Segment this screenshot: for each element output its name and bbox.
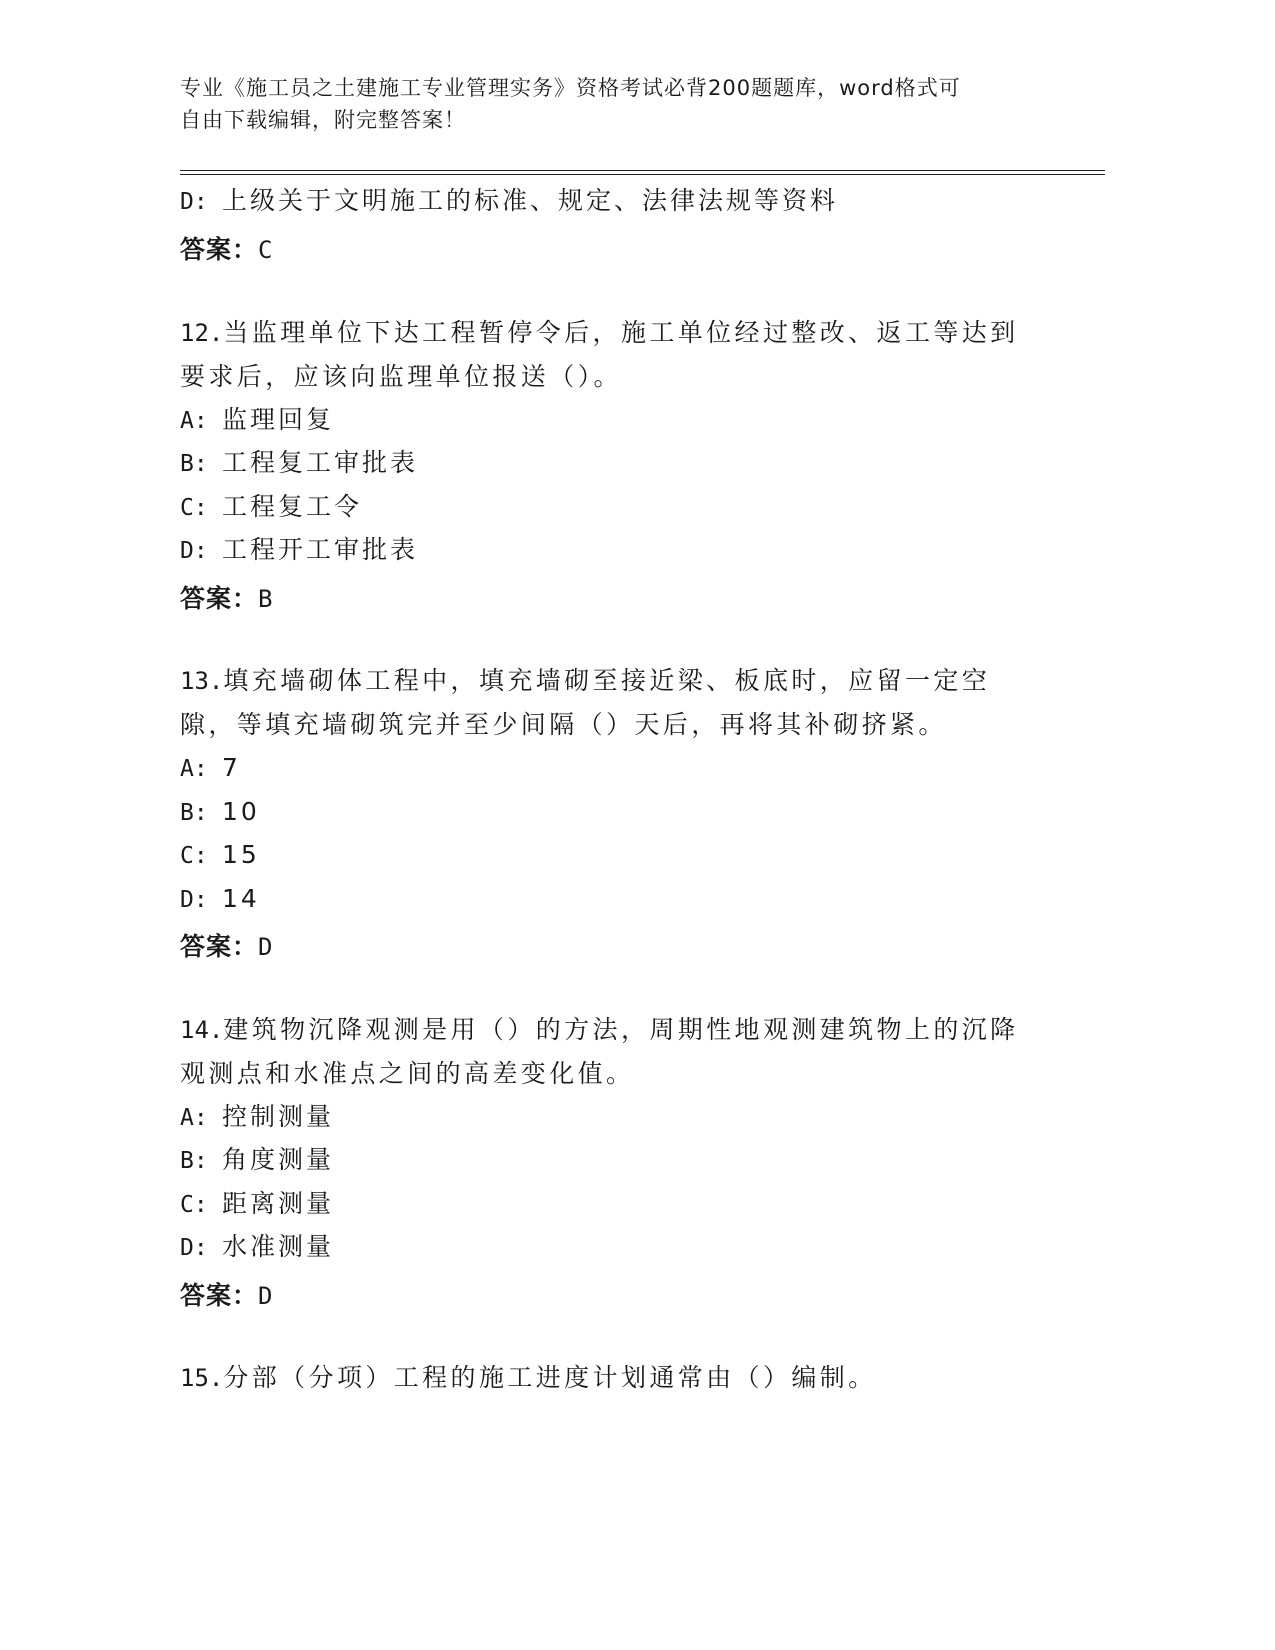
option-c bbox=[180, 840, 260, 871]
option-text: 角度测量 bbox=[222, 1145, 335, 1174]
question-stem: 当监理单位下达工程暂停令后，施工单位经过整改、返工等达到要求后，应该向监理单位报送（）。 bbox=[180, 318, 1019, 391]
question-12 bbox=[180, 311, 1040, 399]
option-key: A: bbox=[180, 1105, 208, 1131]
header-line-2: 自由下载编辑，附完整答案！ bbox=[180, 108, 466, 132]
question-number: 12. bbox=[180, 319, 224, 347]
option-key: B: bbox=[180, 1148, 208, 1174]
header-divider bbox=[180, 170, 1105, 171]
option-d bbox=[180, 884, 260, 915]
answer bbox=[180, 579, 273, 615]
option-key: B: bbox=[180, 451, 208, 477]
option-d bbox=[180, 186, 838, 217]
question-15 bbox=[180, 1356, 1040, 1400]
answer-label: 答案： bbox=[180, 1281, 259, 1310]
answer bbox=[180, 1276, 273, 1312]
option-text: 水准测量 bbox=[222, 1232, 335, 1261]
option-key: A: bbox=[180, 756, 208, 782]
option-key: D: bbox=[180, 1235, 208, 1261]
answer-label: 答案： bbox=[180, 584, 259, 613]
option-d bbox=[180, 535, 418, 566]
option-text: 距离测量 bbox=[222, 1189, 335, 1218]
option-b bbox=[180, 1145, 334, 1176]
option-key: D: bbox=[180, 887, 208, 913]
answer-label: 答案： bbox=[180, 235, 259, 264]
option-a bbox=[180, 1102, 334, 1133]
option-text: 7 bbox=[222, 753, 241, 782]
question-14 bbox=[180, 1008, 1040, 1096]
header-divider-second bbox=[180, 174, 1105, 175]
option-key: C: bbox=[180, 1192, 208, 1218]
option-text: 上级关于文明施工的标准、规定、法律法规等资料 bbox=[222, 186, 839, 215]
option-b bbox=[180, 797, 260, 828]
option-b bbox=[180, 448, 418, 479]
option-key: C: bbox=[180, 843, 208, 869]
option-c bbox=[180, 492, 362, 523]
answer-value: D bbox=[258, 933, 274, 961]
option-text: 工程复工审批表 bbox=[222, 448, 419, 477]
answer-value: B bbox=[258, 585, 274, 613]
option-c bbox=[180, 1189, 334, 1220]
option-d bbox=[180, 1232, 334, 1263]
option-text: 工程复工令 bbox=[222, 492, 363, 521]
answer-value: D bbox=[258, 1282, 274, 1310]
answer-value: C bbox=[258, 236, 274, 264]
header-line-1: 专业《施工员之土建施工专业管理实务》资格考试必背200题题库，word格式可 bbox=[180, 76, 961, 100]
option-text: 监理回复 bbox=[222, 405, 335, 434]
option-text: 14 bbox=[222, 884, 260, 913]
option-key: B: bbox=[180, 800, 208, 826]
option-text: 控制测量 bbox=[222, 1102, 335, 1131]
option-text: 10 bbox=[222, 797, 260, 826]
option-text: 15 bbox=[222, 840, 260, 869]
option-key: D: bbox=[180, 189, 208, 215]
option-a bbox=[180, 405, 334, 436]
question-number: 15. bbox=[180, 1364, 224, 1392]
option-key: A: bbox=[180, 408, 208, 434]
question-number: 14. bbox=[180, 1016, 224, 1044]
question-13 bbox=[180, 659, 1040, 747]
answer-label: 答案： bbox=[180, 932, 259, 961]
question-number: 13. bbox=[180, 667, 224, 695]
answer bbox=[180, 230, 273, 266]
question-stem: 填充墙砌体工程中，填充墙砌至接近梁、板底时，应留一定空隙，等填充墙砌筑完并至少间隔（）天后，再将其补砌挤紧。 bbox=[180, 666, 991, 739]
option-text: 工程开工审批表 bbox=[222, 535, 419, 564]
option-key: D: bbox=[180, 538, 208, 564]
option-a bbox=[180, 753, 241, 784]
question-stem: 分部（分项）工程的施工进度计划通常由（）编制。 bbox=[223, 1363, 877, 1392]
document-header bbox=[180, 72, 1040, 136]
question-stem: 建筑物沉降观测是用（）的方法，周期性地观测建筑物上的沉降观测点和水准点之间的高差变化值。 bbox=[180, 1015, 1019, 1088]
option-key: C: bbox=[180, 495, 208, 521]
answer bbox=[180, 927, 273, 963]
